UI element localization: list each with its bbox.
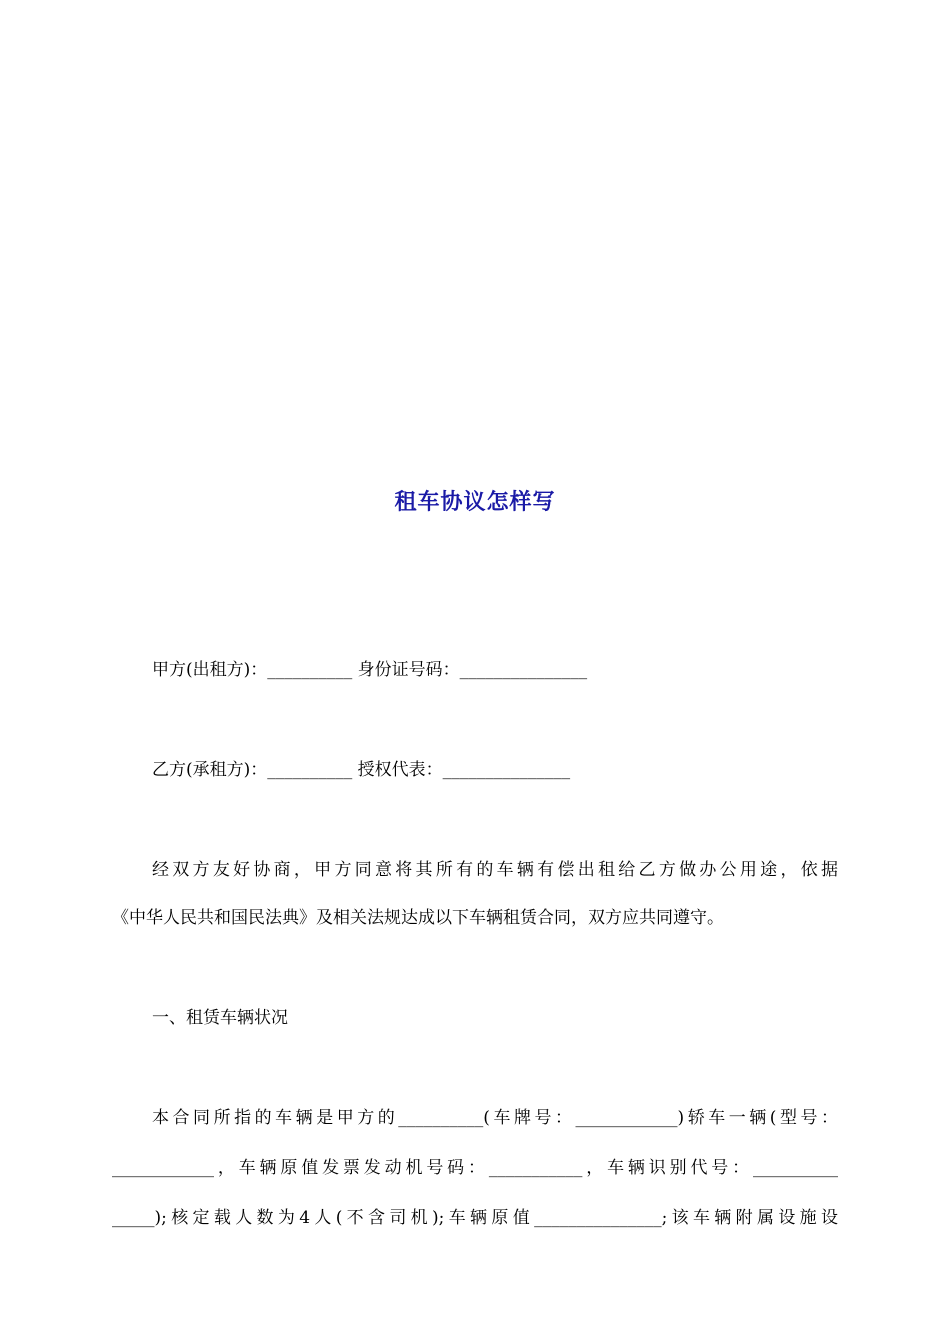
section-1-paragraph-line-1: 本合同所指的车辆是甲方的__________(车牌号：____________)轿车一辆(型号： xyxy=(152,1108,838,1128)
intro-paragraph-line-1: 经双方友好协商，甲方同意将其所有的车辆有偿出租给乙方做办公用途，依据 xyxy=(152,860,838,880)
section-1-heading: 一、租赁车辆状况 xyxy=(152,1008,288,1028)
party-b-line: 乙方(承租方)：__________ 授权代表：_______________ xyxy=(152,760,571,780)
intro-paragraph-line-2: 《中华人民共和国民法典》及相关法规达成以下车辆租赁合同，双方应共同遵守。 xyxy=(112,908,724,928)
section-1-paragraph-line-3: _____);核定载人数为4人(不含司机);车辆原值_______________;该车辆附属设施设 xyxy=(112,1208,838,1228)
party-a-line: 甲方(出租方)：__________ 身份证号码：_______________ xyxy=(152,660,588,680)
section-1-paragraph-line-2: ____________，车辆原值发票发动机号码：___________，车辆识别代号：__________ xyxy=(112,1158,838,1178)
document-title: 租车协议怎样写 xyxy=(394,490,556,515)
